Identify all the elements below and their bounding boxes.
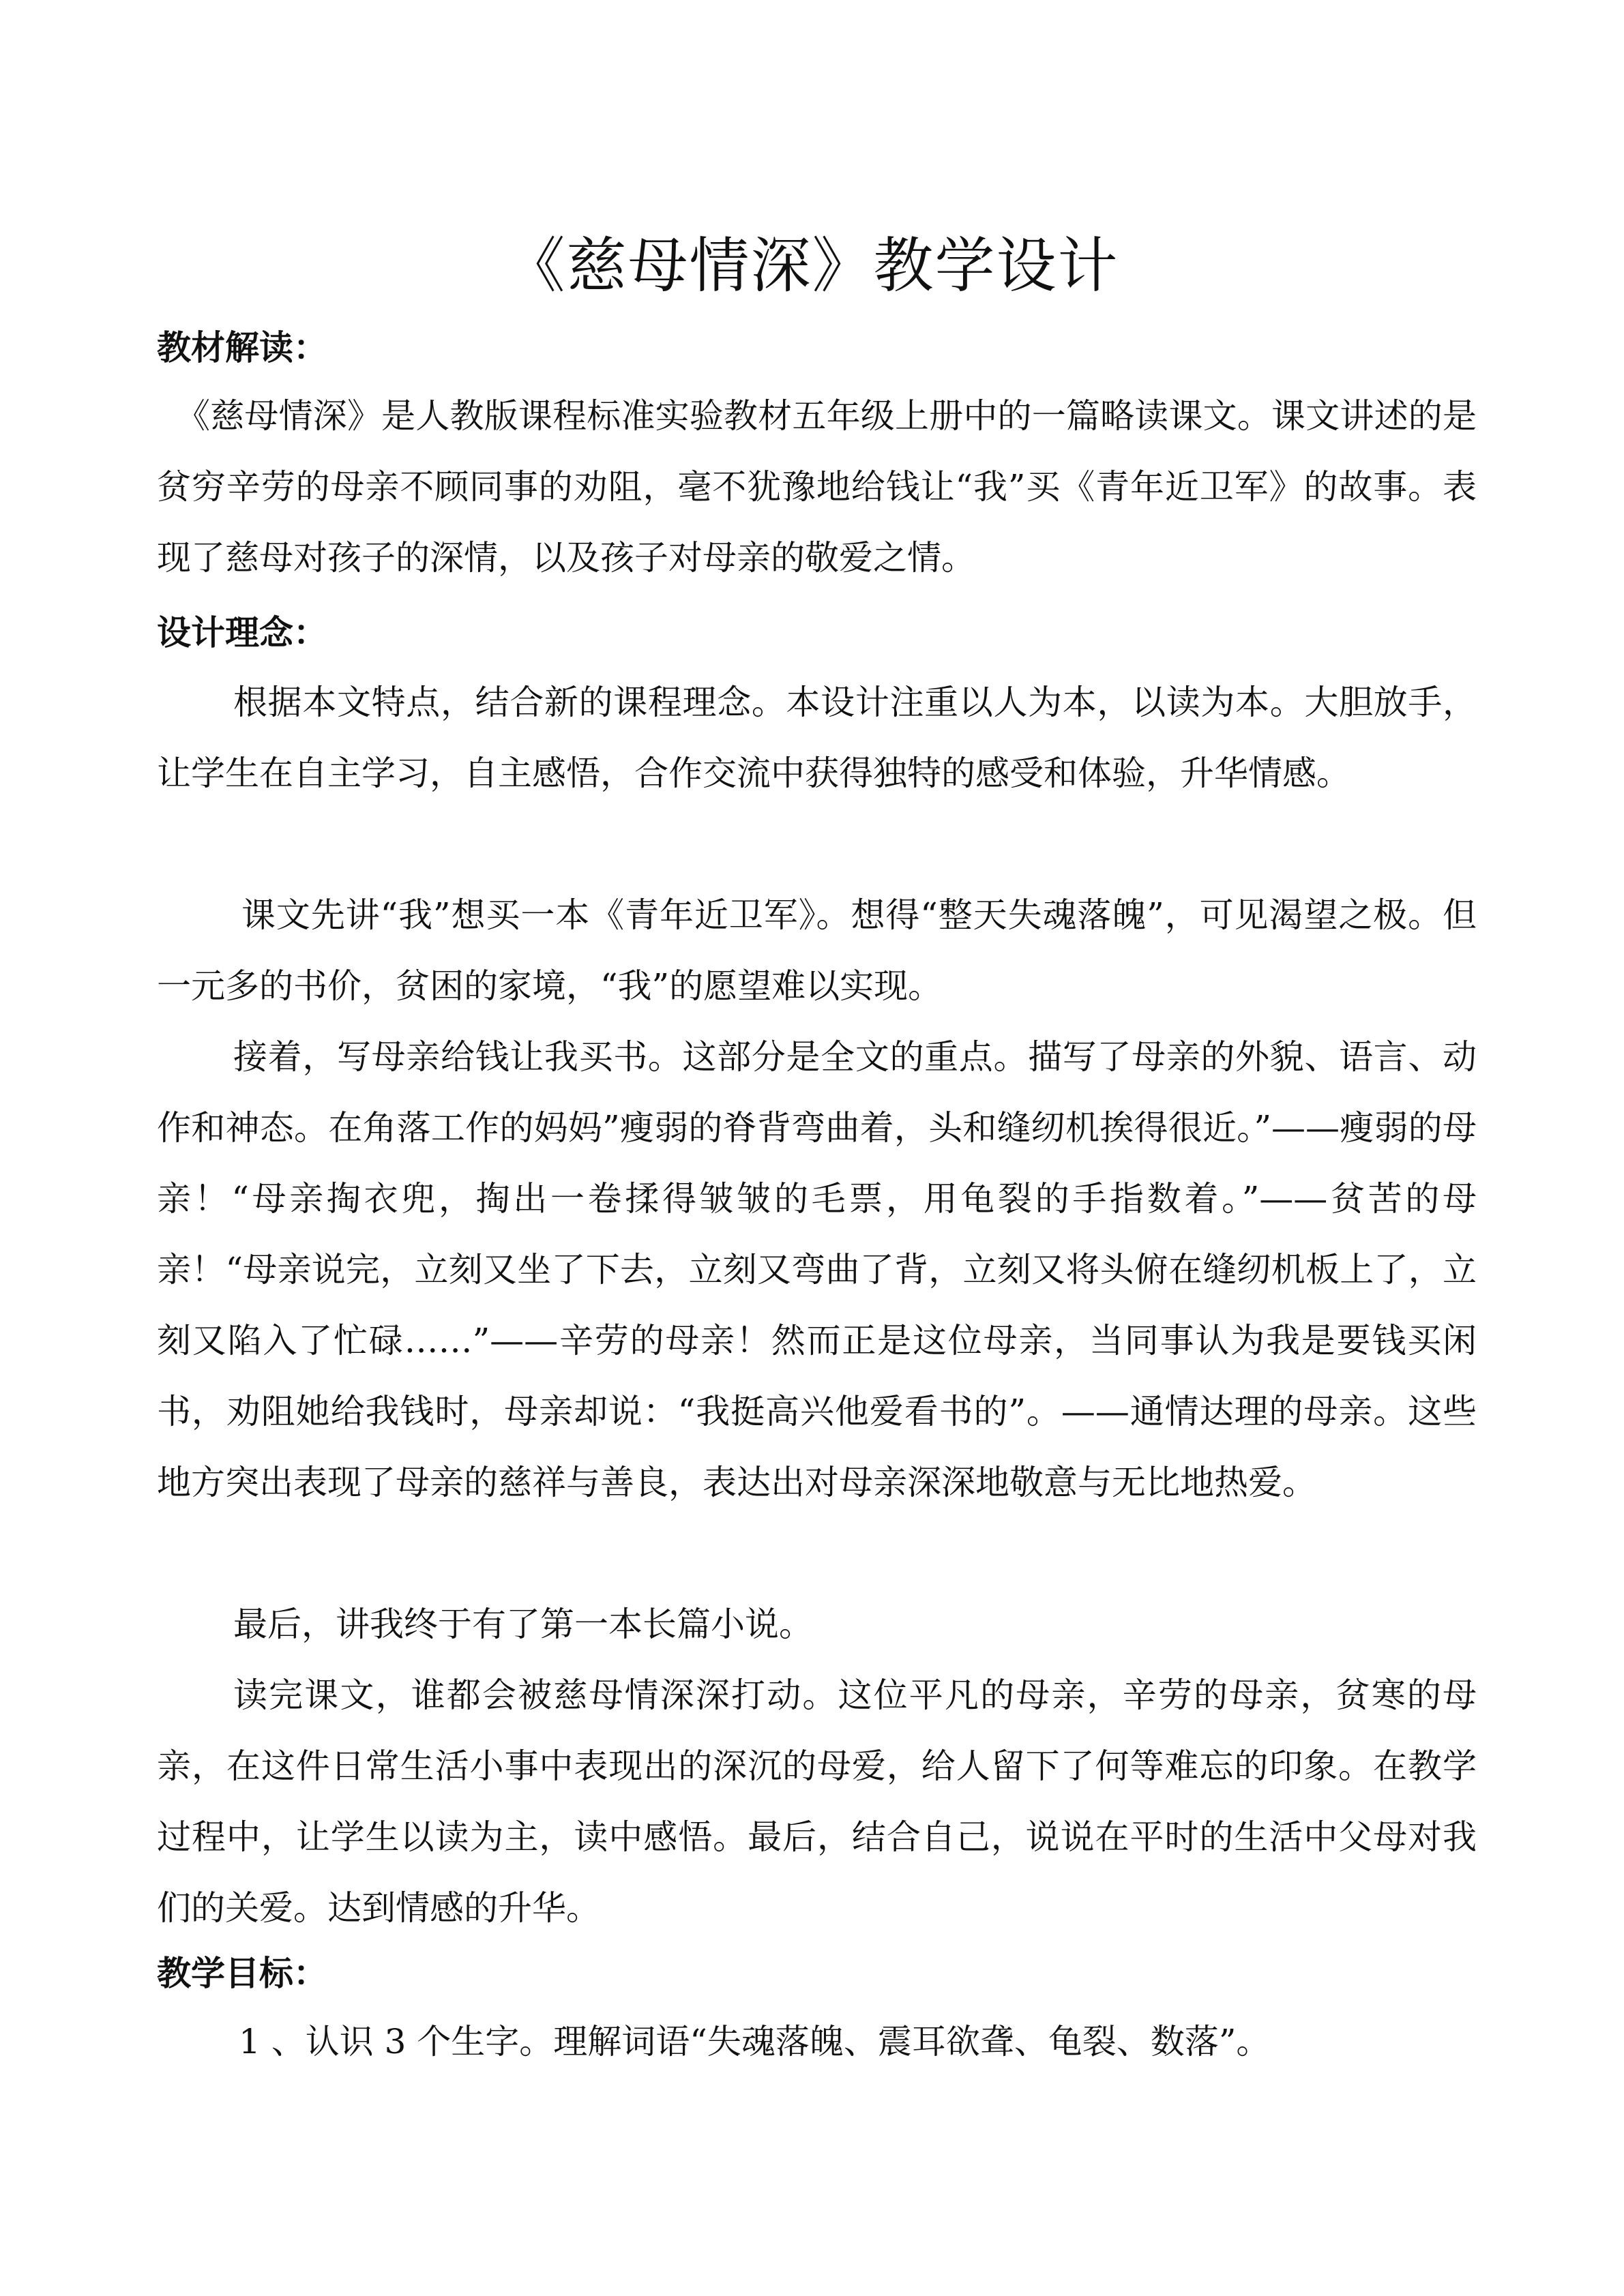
teaching-goal-item: 1 、认识 3 个生字。理解词语“失魂落魄、震耳欲聋、龟裂、数落”。 [239, 2022, 1271, 2061]
paragraph-design-concept: 根据本文特点，结合新的课程理念。本设计注重以人为本，以读为本。大胆放手，让学生在自主学习，自主感悟，合作交流中获得独特的感受和体验，升华情感。 [157, 683, 1477, 793]
paragraph-lesson-ending: 最后，讲我终于有了第一本长篇小说。 [233, 1605, 813, 1644]
section-heading-design-concept: 设计理念： [157, 612, 327, 653]
paragraph-lesson-opening: 课文先讲“我”想买一本《青年近卫军》。想得“整天失魂落魄”，可见渴望之极。但一元多的书价，贫困的家境，“我”的愿望难以实现。 [157, 895, 1477, 1006]
paragraph-lesson-focus: 接着，写母亲给钱让我买书。这部分是全文的重点。描写了母亲的外貌、语言、动作和神态。在角落工作的妈妈”瘦弱的脊背弯曲着，头和缝纫机挨得很近。”——瘦弱的母亲！“母亲掏衣兜，掏出一卷揉得皱皱的毛票，用龟裂的手指数着。”——贫苦的母亲！“母亲说完，立刻又坐了下去，立刻又弯曲了背，立刻又将头俯在缝纫机板上了，立刻又陷入了忙碌……”——辛劳的母亲！然而正是这位母亲，当同事认为我是要钱买闲书，劝阻她给我钱时，母亲却说：“我挺高兴他爱看书的”。——通情达理的母亲。这些地方突出表现了母亲的慈祥与善良，表达出对母亲深深地敬意与无比地热爱。 [157, 1037, 1477, 1502]
paragraph-lesson-summary: 读完课文，谁都会被慈母情深深打动。这位平凡的母亲，辛劳的母亲，贫寒的母亲，在这件日常生活小事中表现出的深沉的母爱，给人留下了何等难忘的印象。在教学过程中，让学生以读为主，读中感悟。最后，结合自己，说说在平时的生活中父母对我们的关爱。达到情感的升华。 [157, 1675, 1477, 1928]
section-heading-teaching-goals: 教学目标： [157, 1953, 327, 1993]
paragraph-textbook-reading: 《慈母情深》是人教版课程标准实验教材五年级上册中的一篇略读课文。课文讲述的是贫穷辛劳的母亲不顾同事的劝阻，毫不犹豫地给钱让“我”买《青年近卫军》的故事。表现了慈母对孩子的深情，以及孩子对母亲的敬爱之情。 [157, 396, 1477, 578]
document-title: 《慈母情深》教学设计 [505, 230, 1119, 301]
section-heading-textbook-reading: 教材解读： [157, 327, 327, 368]
